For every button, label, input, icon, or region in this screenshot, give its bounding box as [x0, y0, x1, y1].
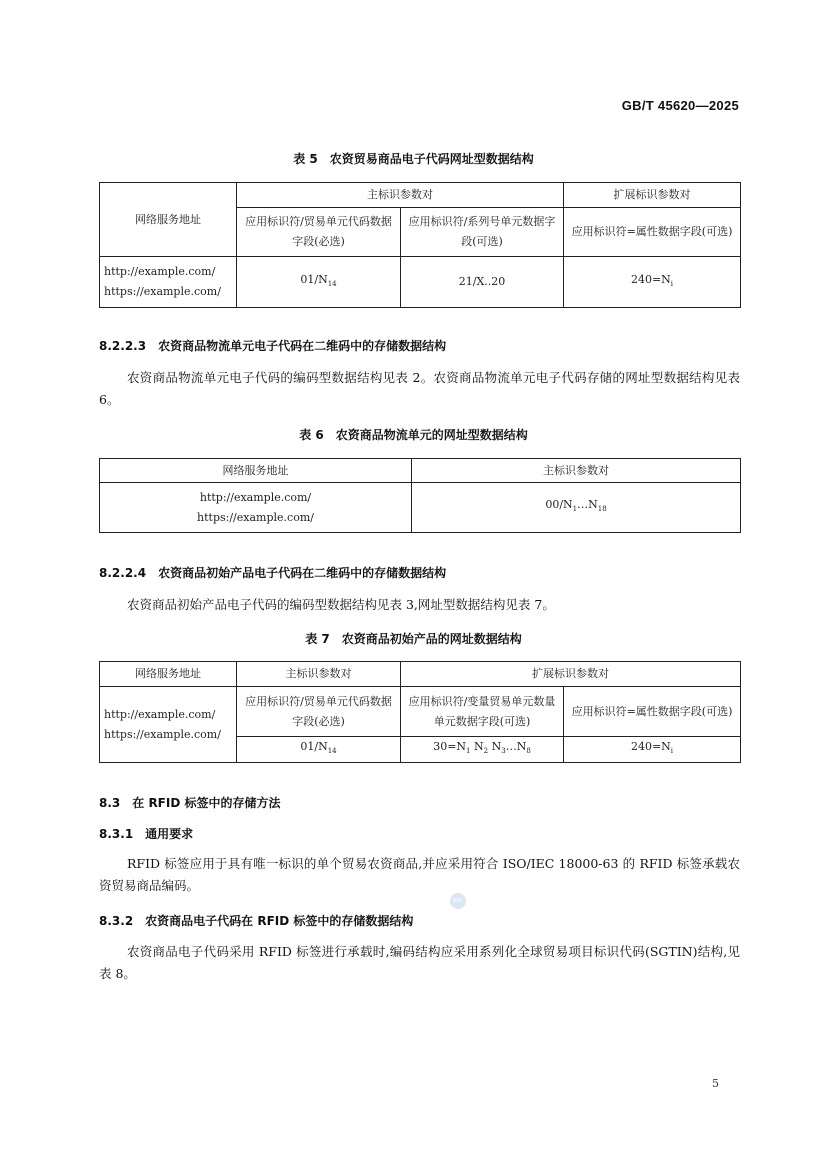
table6-url-cell	[100, 483, 412, 533]
section-8-2-2-3-heading	[99, 337, 446, 354]
section-title: 在 RFID 标签中的存储方法	[132, 796, 281, 810]
section-number: 8.3.1	[99, 827, 134, 841]
table5-url-https: https://example.com/	[104, 285, 221, 298]
table6-header-url: 网络服务地址	[100, 459, 412, 483]
table6-caption	[0, 426, 827, 443]
table5-value-col3: $240=N_i$	[564, 257, 741, 308]
section-8-2-2-3-paragraph: 农资商品物流单元电子代码的编码型数据结构见表 2。农资商品物流单元电子代码存储的网址型数据结构见表 6。	[99, 370, 740, 407]
sac-watermark: SAC	[450, 893, 466, 909]
table6-url-http: http://example.com/	[199, 490, 312, 504]
table5-url-cell	[100, 257, 237, 308]
table5-value-col2: 21/X..20	[401, 257, 564, 308]
table6-header-main: 主标识参数对	[412, 459, 741, 483]
table5-caption	[0, 150, 827, 167]
table5-header-main: 主标识参数对	[237, 183, 564, 208]
table7	[99, 661, 741, 763]
table5-header-col2: 应用标识符/系列号单元数据字段(可选)	[401, 208, 564, 257]
section-8-3-1-heading	[99, 825, 193, 842]
section-8-3-2-heading	[99, 912, 413, 929]
table7-header-url: 网络服务地址	[100, 662, 237, 687]
section-8-3-2-paragraph: 农资商品电子代码采用 RFID 标签进行承载时,编码结构应采用系列化全球贸易项目标识代码(SGTIN)结构,见表 8。	[99, 944, 740, 981]
table5	[99, 182, 741, 308]
section-title: 通用要求	[145, 827, 194, 841]
table7-value-col1: $01/N_{14}$	[237, 737, 401, 763]
table7-header-col2: 应用标识符/变量贸易单元数量单元数据字段(可选)	[401, 687, 564, 737]
table6-caption-title: 农资商品物流单元的网址型数据结构	[335, 428, 528, 442]
table5-header-col3: 应用标识符=属性数据字段(可选)	[564, 208, 741, 257]
section-8-3-1-paragraph: RFID 标签应用于具有唯一标识的单个贸易农资商品,并应采用符合 ISO/IEC 18000-63 的 RFID 标签承载农资贸易商品编码。	[99, 856, 740, 893]
table6-value: $00/N_1\dots N_{18}$	[412, 483, 741, 533]
table7-caption-number: 表 7	[305, 632, 330, 646]
table5-caption-number: 表 5	[293, 152, 318, 166]
section-title: 农资商品初始产品电子代码在二维码中的存储数据结构	[158, 566, 447, 580]
table7-value-col3: $240=N_i$	[564, 737, 741, 763]
section-8-2-2-4-paragraph: 农资商品初始产品电子代码的编码型数据结构见表 3,网址型数据结构见表 7。	[127, 597, 555, 612]
table7-caption-title: 农资商品初始产品的网址数据结构	[341, 632, 522, 646]
table5-header-url: 网络服务地址	[100, 183, 237, 257]
section-number: 8.2.2.4	[99, 566, 147, 580]
table6-url-https: https://example.com/	[197, 510, 314, 524]
table7-header-main: 主标识参数对	[237, 662, 401, 687]
table7-caption	[0, 630, 827, 647]
table5-header-col1: 应用标识符/贸易单元代码数据字段(必选)	[237, 208, 401, 257]
table6	[99, 458, 741, 533]
section-number: 8.3.2	[99, 914, 134, 928]
table7-url-https: https://example.com/	[104, 727, 221, 741]
section-8-2-2-4-heading	[99, 564, 446, 581]
section-8-3-heading	[99, 794, 281, 811]
page-number: 5	[712, 1077, 719, 1090]
table7-header-ext: 扩展标识参数对	[401, 662, 741, 687]
table7-header-col1: 应用标识符/贸易单元代码数据字段(必选)	[237, 687, 401, 737]
table7-url-cell	[100, 687, 237, 763]
table5-header-ext: 扩展标识参数对	[564, 183, 741, 208]
section-number: 8.2.2.3	[99, 339, 147, 353]
section-number: 8.3	[99, 796, 121, 810]
table7-header-col3: 应用标识符=属性数据字段(可选)	[564, 687, 741, 737]
table7-url-http: http://example.com/	[104, 707, 216, 721]
section-title: 农资商品电子代码在 RFID 标签中的存储数据结构	[145, 914, 414, 928]
table5-url-http: http://example.com/	[104, 265, 216, 278]
standard-number: GB/T 45620—2025	[621, 98, 739, 113]
table6-caption-number: 表 6	[299, 428, 324, 442]
section-title: 农资商品物流单元电子代码在二维码中的存储数据结构	[158, 339, 447, 353]
table7-value-col2: $30=N_1$ $N_2$ $N_3\dots N_8$	[401, 737, 564, 763]
table5-caption-title: 农资贸易商品电子代码网址型数据结构	[329, 152, 534, 166]
table5-value-col1: $01/N_{14}$	[237, 257, 401, 308]
